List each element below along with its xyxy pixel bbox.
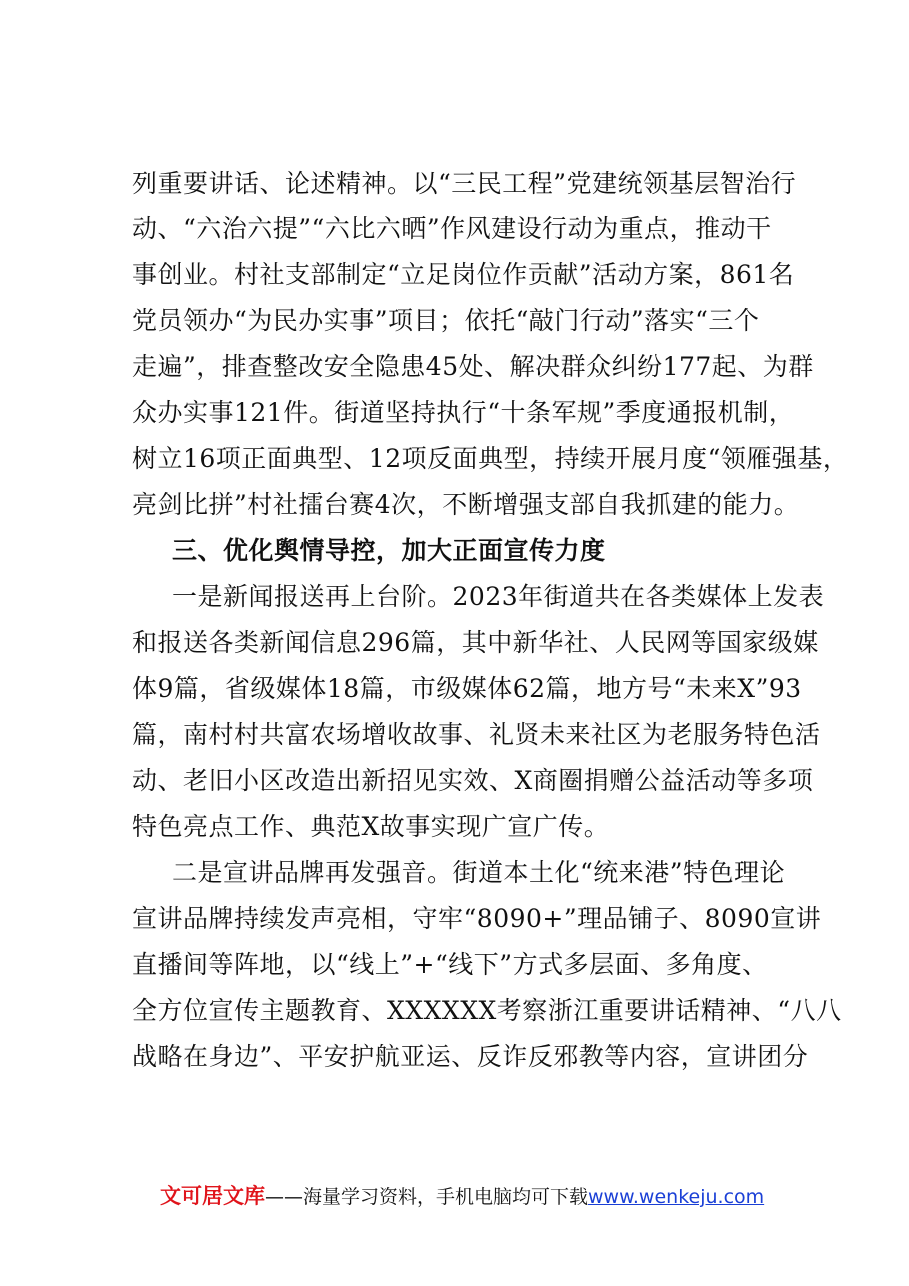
text-line: 一是新闻报送再上台阶。2023年街道共在各类媒体上发表 (172, 582, 825, 611)
section-heading: 三、优化舆情导控，加大正面宣传力度 (172, 536, 606, 565)
text-line: 二是宣讲品牌再发强音。街道本土化“统来港”特色理论 (172, 858, 786, 887)
footer-link[interactable]: www.wenkeju.com (588, 1186, 765, 1208)
footer-banner (160, 1183, 764, 1210)
text-line: 体9篇，省级媒体18篇，市级媒体62篇，地方号“未来X”93 (132, 674, 802, 703)
text-line: 篇，南村村共富农场增收故事、礼贤未来社区为老服务特色活 (132, 720, 821, 749)
text-line: 动、老旧小区改造出新招见实效、X商圈捐赠公益活动等多项 (132, 766, 814, 795)
text-line: 列重要讲话、论述精神。以“三民工程”党建统领基层智治行 (132, 169, 797, 198)
text-line: 党员领办“为民办实事”项目；依托“敲门行动”落实“三个 (132, 306, 760, 335)
text-line: 全方位宣传主题教育、XXXXXX考察浙江重要讲话精神、“八八 (132, 996, 842, 1025)
text-line: 动、“六治六提”“六比六晒”作风建设行动为重点，推动干 (132, 214, 772, 243)
text-line: 事创业。村社支部制定“立足岗位作贡献”活动方案，861名 (132, 260, 795, 289)
text-line: 战略在身边”、平安护航亚运、反诈反邪教等内容，宣讲团分 (132, 1042, 809, 1071)
text-line: 和报送各类新闻信息296篇，其中新华社、人民网等国家级媒 (132, 628, 819, 657)
text-line: 众办实事121件。街道坚持执行“十条军规”季度通报机制， (132, 398, 795, 427)
text-line: 亮剑比拼”村社擂台赛4次，不断增强支部自我抓建的能力。 (132, 490, 800, 519)
footer-brand: 文可居文库 (160, 1184, 265, 1208)
text-line: 特色亮点工作、典范X故事实现广宣广传。 (132, 812, 610, 841)
text-line: 树立16项正面典型、12项反面典型，持续开展月度“领雁强基， (132, 444, 849, 473)
text-line: 宣讲品牌持续发声亮相，守牢“8090+”理品铺子、8090宣讲 (132, 904, 822, 933)
text-line: 走遍”，排查整改安全隐患45处、解决群众纠纷177起、为群 (132, 352, 814, 381)
text-line: 直播间等阵地，以“线上”+“线下”方式多层面、多角度、 (132, 950, 768, 979)
footer-tagline: ——海量学习资料，手机电脑均可下载 (265, 1186, 589, 1208)
